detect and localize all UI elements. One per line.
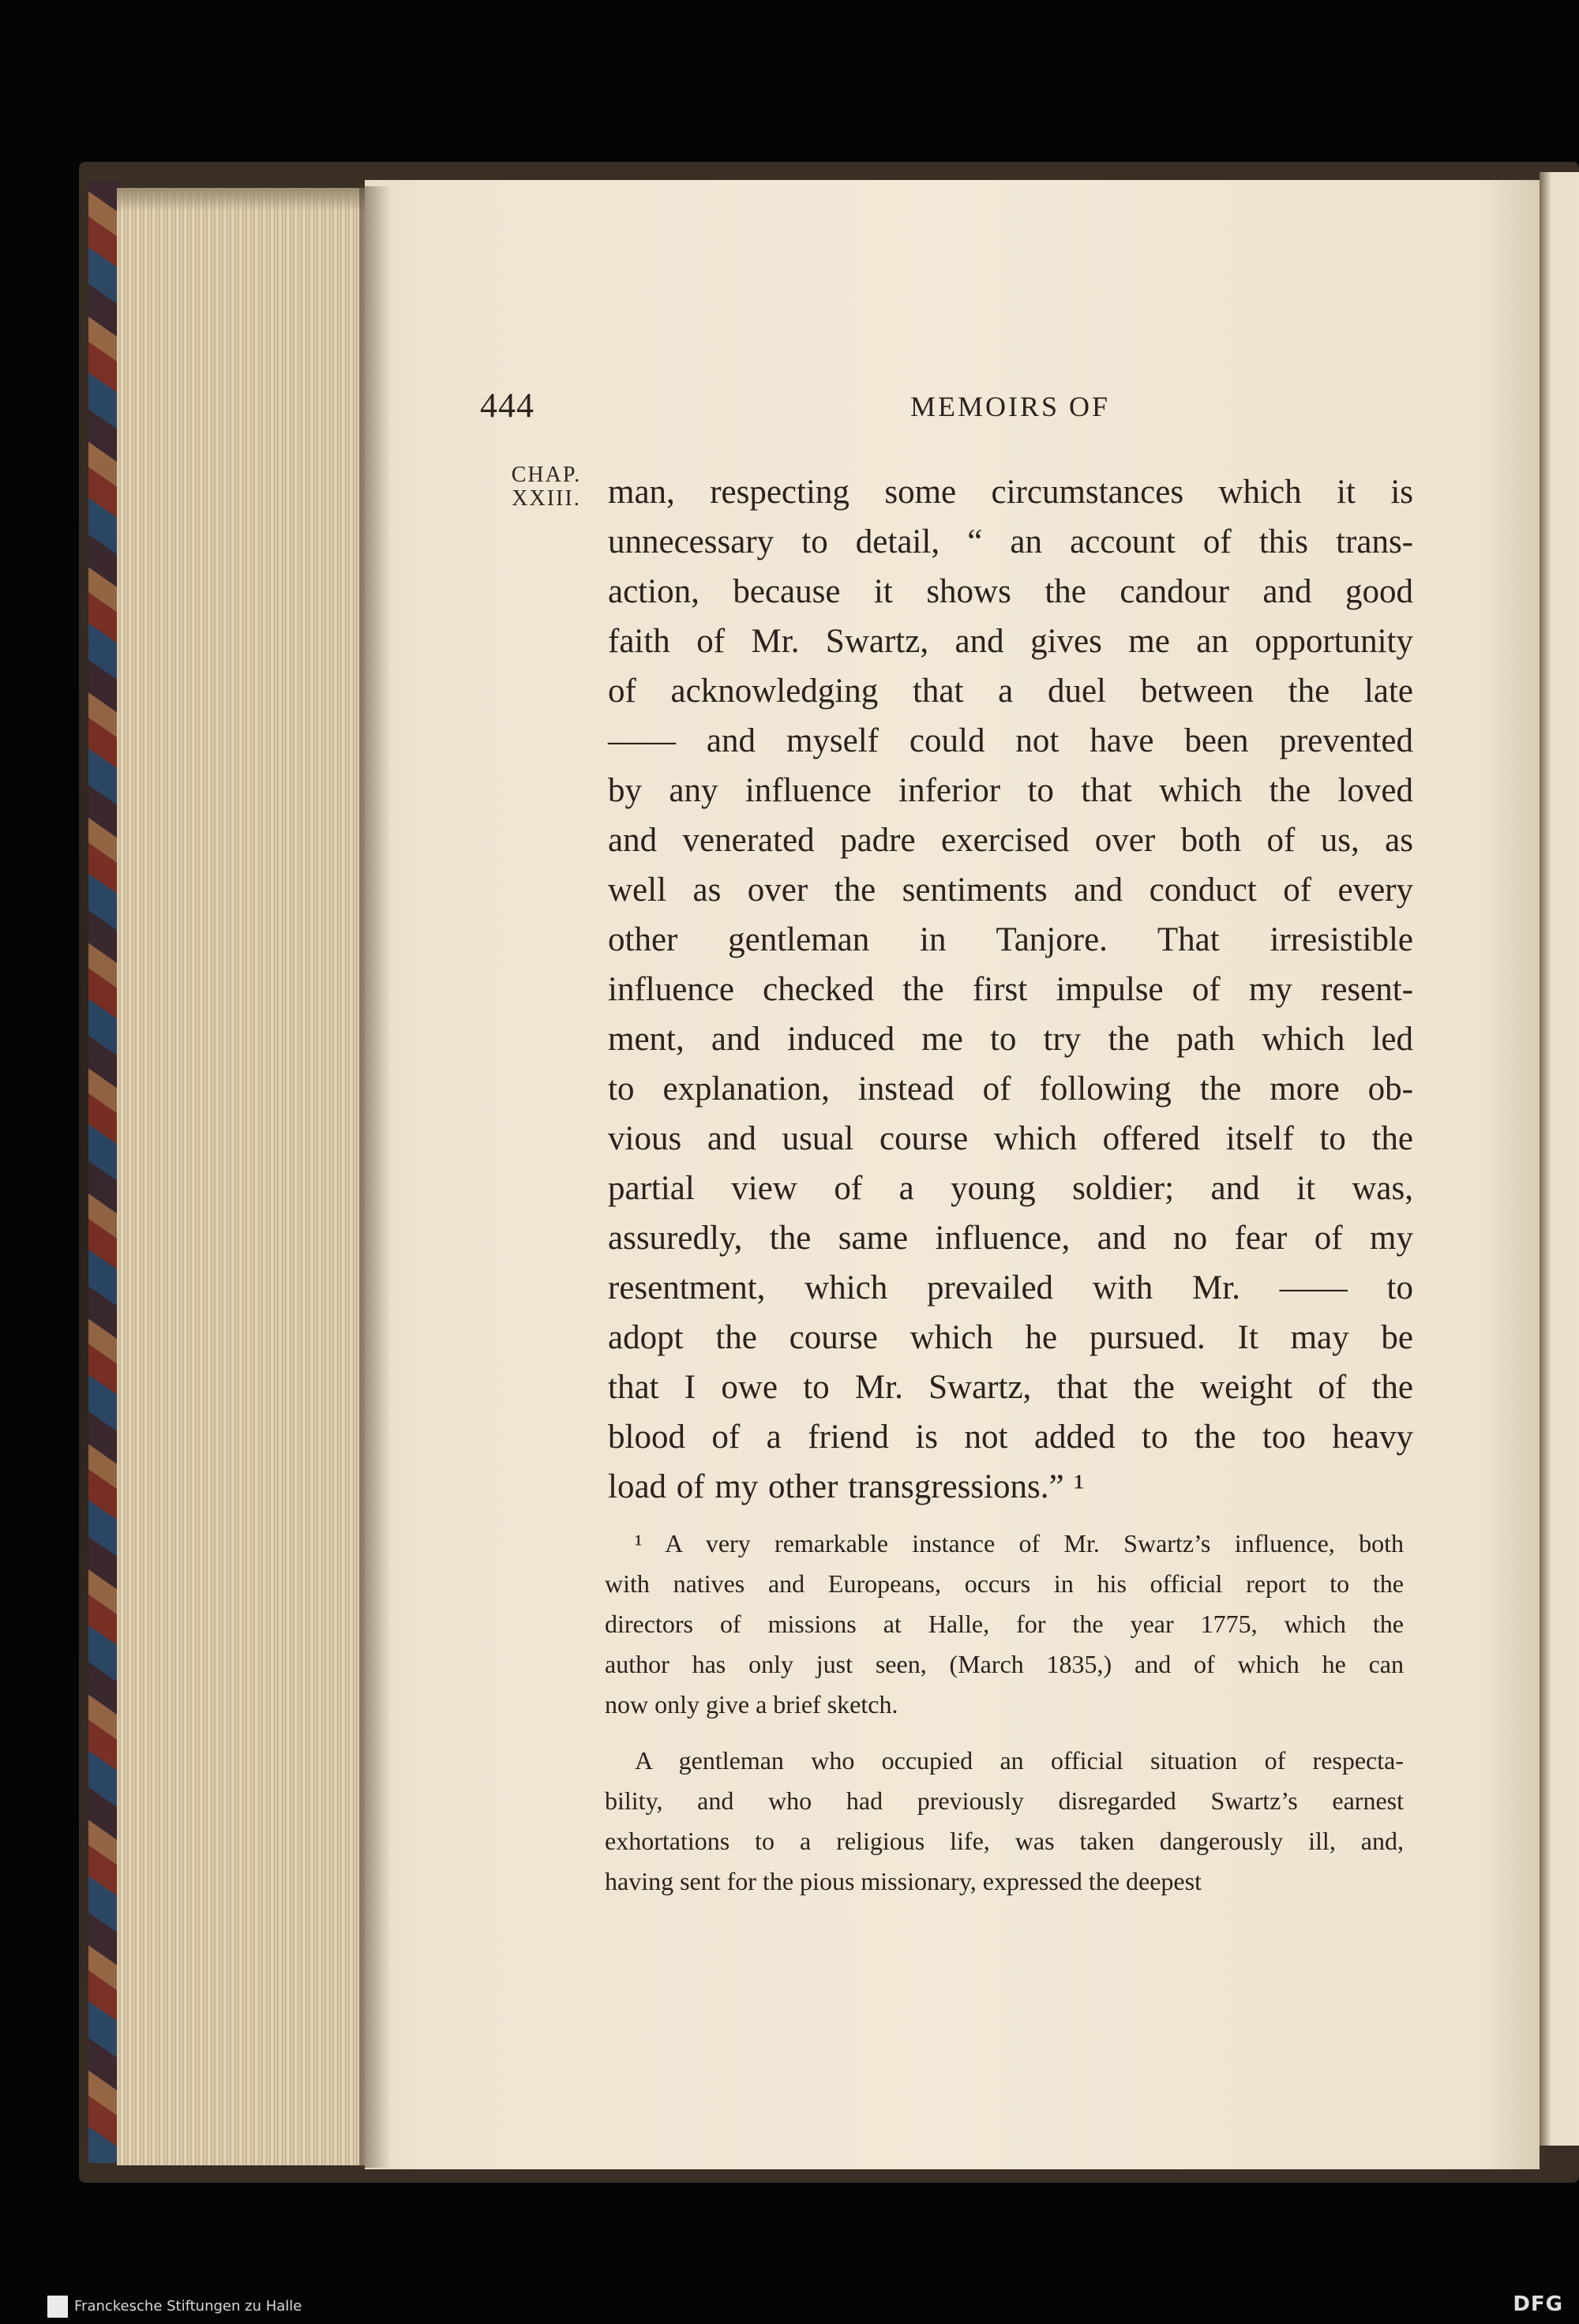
footnote-2 (605, 1741, 1404, 1902)
chapter-number: XXIII. (512, 486, 581, 511)
chapter-marginal-label (499, 463, 594, 511)
text-line: A gentleman who occupied an official situation of respecta- (635, 1746, 1404, 1775)
facing-page-sliver (1540, 172, 1579, 2146)
text-line: assuredly, the same influence, and no fear of my (608, 1220, 1413, 1257)
text-line: partial view of a young soldier; and it was, (608, 1170, 1413, 1207)
text-line: man, respecting some circumstances which it is (608, 474, 1413, 511)
chapter-label: CHAP. (511, 463, 582, 487)
text-line: with natives and Europeans, occurs in his official report to the (605, 1569, 1404, 1598)
text-line: unnecessary to detail, “ an account of this trans- (608, 523, 1413, 560)
text-line: other gentleman in Tanjore. That irresistible (608, 921, 1413, 958)
text-line: faith of Mr. Swartz, and gives me an opportunity (608, 623, 1413, 660)
text-line: bility, and who had previously disregarded Swartz’s earnest (605, 1786, 1404, 1815)
page-block-edges (117, 188, 369, 2165)
text-line: blood of a friend is not added to the too heavy (608, 1419, 1413, 1456)
institution-name: Franckesche Stiftungen zu Halle (74, 2298, 302, 2315)
text-line: adopt the course which he pursued. It may be (608, 1319, 1413, 1356)
body-text (608, 467, 1413, 1512)
text-line: directors of missions at Halle, for the year 1775, which the (605, 1610, 1404, 1638)
text-line: author has only just seen, (March 1835,) and of which he can (605, 1650, 1404, 1678)
text-line: and venerated padre exercised over both of us, as (608, 822, 1413, 859)
text-line: —— and myself could not have been prevented (608, 722, 1413, 759)
institution-watermark (47, 2294, 302, 2319)
text-line: ment, and induced me to try the path which led (608, 1021, 1413, 1058)
text-line: of acknowledging that a duel between the late (608, 673, 1413, 710)
dfg-logo: DFG (1513, 2292, 1563, 2316)
institution-logo-icon (47, 2296, 68, 2318)
text-line: resentment, which prevailed with Mr. —— to (608, 1269, 1413, 1306)
running-header (480, 385, 1412, 433)
page-edges-shadow (117, 188, 369, 212)
text-line: influence checked the first impulse of my resent- (608, 971, 1413, 1008)
text-line: vious and usual course which offered itself to the (608, 1120, 1413, 1157)
footnote-1 (605, 1524, 1404, 1725)
text-line: exhortations to a religious life, was taken dangerously ill, and, (605, 1827, 1404, 1855)
footnotes (605, 1524, 1404, 1902)
running-title: MEMOIRS OF (910, 391, 1111, 422)
text-line: now only give a brief sketch. (605, 1690, 898, 1719)
text-line: ¹ A very remarkable instance of Mr. Swartz’s influence, both (635, 1529, 1404, 1557)
gutter-shadow (359, 186, 391, 2168)
text-line: well as over the sentiments and conduct of every (608, 872, 1413, 909)
text-line: that I owe to Mr. Swartz, that the weight of the (608, 1369, 1413, 1406)
text-line: action, because it shows the candour and good (608, 573, 1413, 610)
text-line: load of my other transgressions.” ¹ (608, 1468, 1085, 1505)
page-number: 444 (480, 386, 534, 425)
text-line: having sent for the pious missionary, expressed the deepest (605, 1867, 1202, 1895)
text-line: by any influence inferior to that which the loved (608, 772, 1413, 809)
text-line: to explanation, instead of following the more ob- (608, 1070, 1413, 1108)
